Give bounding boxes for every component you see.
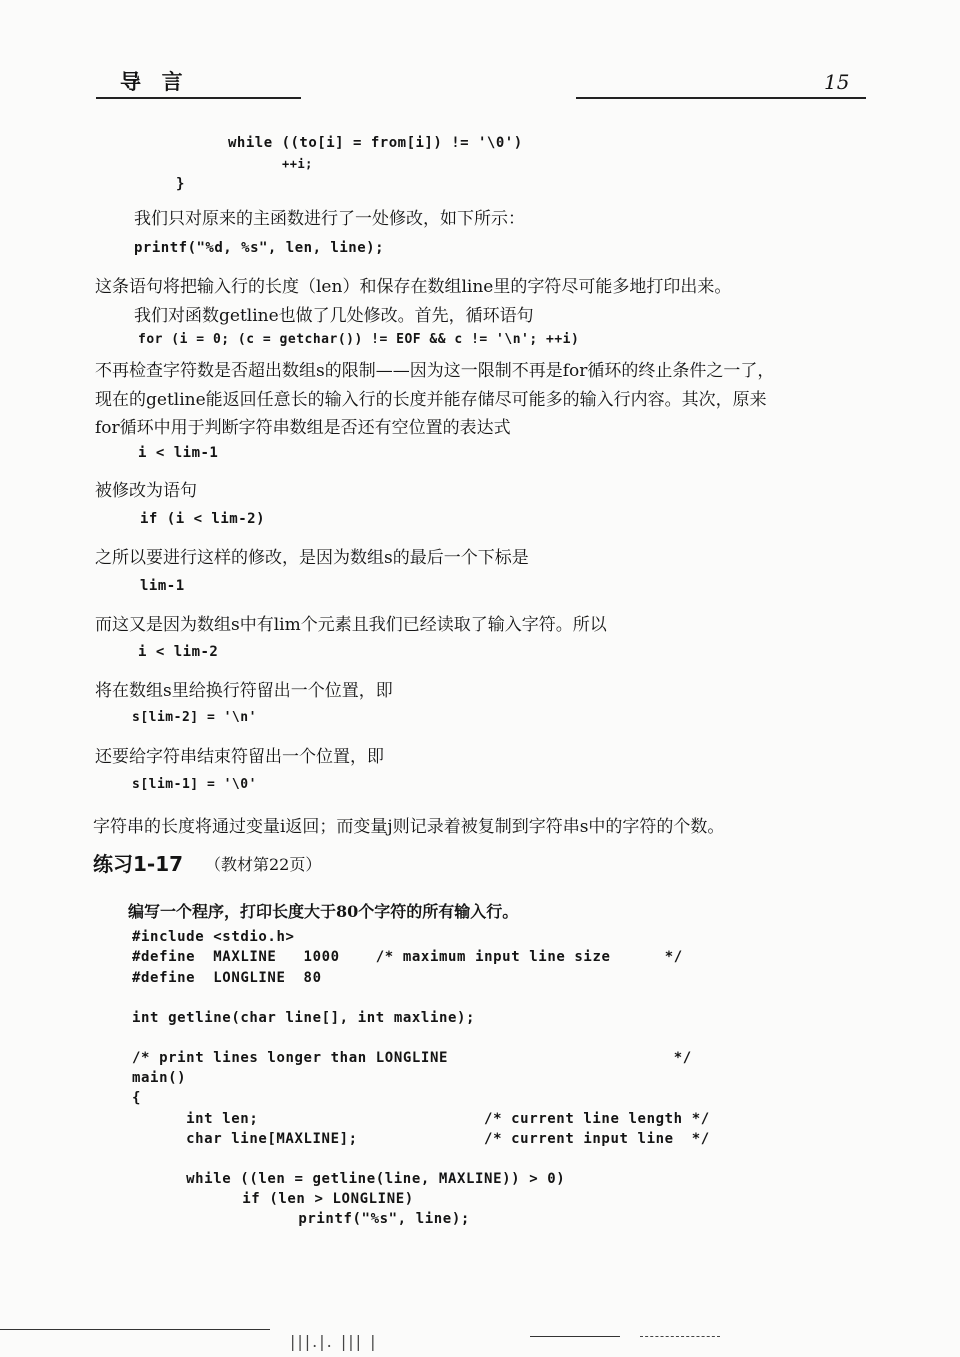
paragraph: 被修改为语句 — [95, 481, 197, 501]
paragraph: 我们对函数getline也做了几处修改。首先，循环语句 — [134, 306, 534, 326]
program-line: char line[MAXLINE]; /* current input line */ — [150, 1131, 710, 1147]
program-line: /* print lines longer than LONGLINE */ — [132, 1050, 692, 1066]
program-line: printf("%s", line); — [190, 1211, 470, 1227]
program-line: int len; /* current line length */ — [150, 1111, 710, 1127]
code-line: i < lim-1 — [138, 445, 219, 461]
program-line: #define LONGLINE 80 — [132, 970, 322, 986]
program-line: #define MAXLINE 1000 /* maximum input line size */ — [132, 949, 683, 965]
exercise-task: 编写一个程序，打印长度大于80个字符的所有输入行。 — [128, 902, 519, 921]
header-rule-right — [576, 97, 866, 99]
code-line: } — [176, 176, 185, 192]
running-header-title: 导 言 — [120, 69, 185, 94]
footer-rule-left — [0, 1329, 270, 1330]
paragraph: 之所以要进行这样的修改，是因为数组s的最后一个下标是 — [95, 548, 529, 568]
program-line: int getline(char line[], int maxline); — [132, 1010, 476, 1026]
program-line: #include <stdio.h> — [132, 929, 295, 945]
code-line: lim-1 — [140, 578, 185, 594]
paragraph: 还要给字符串结束符留出一个位置，即 — [95, 747, 384, 767]
footer-marks: |||.|. ||| | — [290, 1332, 378, 1351]
paragraph: 字符串的长度将通过变量i返回；而变量j则记录着被复制到字符串s中的字符的个数。 — [93, 817, 725, 837]
program-line: { — [132, 1090, 142, 1106]
code-line: printf("%d, %s", len, line); — [134, 240, 385, 256]
paragraph: 这条语句将把输入行的长度（len）和保存在数组line里的字符尽可能多地打印出来。 — [95, 277, 732, 297]
code-line: while ((to[i] = from[i]) != '\0') — [228, 135, 523, 151]
program-line: if (len > LONGLINE) — [170, 1191, 414, 1207]
paragraph: 我们只对原来的主函数进行了一处修改，如下所示： — [134, 209, 525, 229]
footer-dash — [640, 1336, 720, 1337]
header-rule-left — [96, 97, 301, 99]
paragraph: for循环中用于判断字符串数组是否还有空位置的表达式 — [95, 418, 511, 438]
code-line: for (i = 0; (c = getchar()) != EOF && c != '\n'; ++i) — [138, 332, 580, 347]
code-line: i < lim-2 — [138, 644, 219, 660]
program-line: main() — [132, 1070, 187, 1086]
code-line: s[lim-2] = '\n' — [132, 710, 257, 725]
code-line: s[lim-1] = '\0' — [132, 777, 257, 792]
page-number: 15 — [824, 70, 850, 94]
paragraph: 将在数组s里给换行符留出一个位置，即 — [95, 681, 393, 701]
program-line: while ((len = getline(line, MAXLINE)) > 0) — [150, 1171, 566, 1187]
paragraph: 现在的getline能返回任意长的输入行的长度并能存储尽可能多的输入行内容。其次，原来 — [95, 390, 767, 410]
paragraph: 不再检查字符数是否超出数组s的限制——因为这一限制不再是for循环的终止条件之一了， — [95, 361, 775, 381]
code-line: if (i < lim-2) — [140, 511, 266, 527]
exercise-reference: （教材第22页） — [205, 855, 322, 874]
paragraph: 而这又是因为数组s中有lim个元素且我们已经读取了输入字符。所以 — [95, 615, 607, 635]
exercise-title: 练习1-17 — [93, 852, 184, 876]
code-line: ++i; — [282, 157, 313, 171]
footer-rule-right — [530, 1336, 620, 1337]
